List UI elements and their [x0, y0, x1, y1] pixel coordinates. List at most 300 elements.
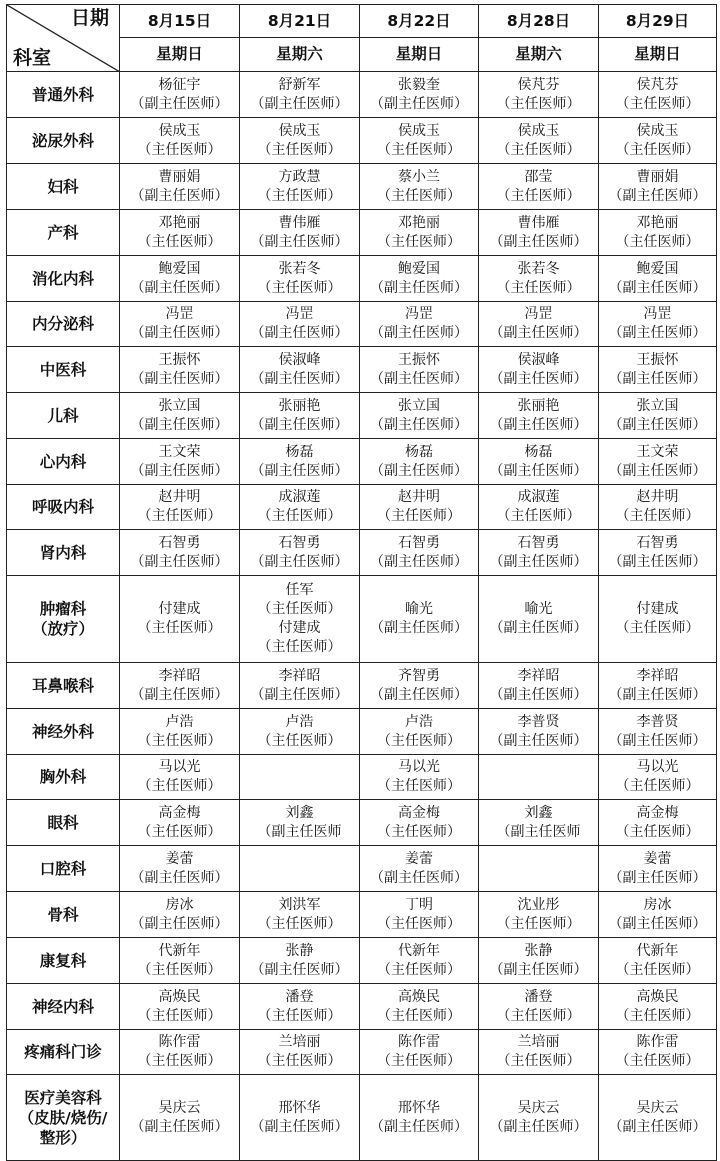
duty-cell	[479, 347, 599, 393]
duty-cell	[479, 846, 599, 892]
duty-cell	[240, 1075, 360, 1161]
duty-cell	[120, 938, 240, 984]
duty-cell	[479, 530, 599, 576]
department-name: 眼科	[47, 813, 79, 832]
doctor-title: （主任医师）	[257, 639, 342, 655]
doctor-name: 陈作雷	[158, 1034, 201, 1050]
doctor-title: （主任医师）	[377, 1007, 461, 1024]
doctor-title: （副主任医师）	[370, 325, 468, 341]
duty-cell	[120, 164, 240, 210]
doctor-name: 侯芃芬	[517, 76, 560, 93]
doctor-name: 吴庆云	[158, 1099, 201, 1116]
department-name: （皮肤/烧伤/	[18, 1108, 108, 1127]
duty-cell	[360, 72, 479, 118]
doctor-title: （主任医师）	[137, 1007, 222, 1024]
doctor-title: （副主任医师）	[489, 233, 588, 250]
duty-cell	[240, 393, 360, 439]
duty-cell	[599, 347, 717, 393]
duty-cell	[360, 663, 479, 709]
doctor-name: 高焕民	[158, 988, 201, 1005]
department-cell	[7, 755, 120, 800]
doctor-name: 赵井明	[158, 489, 201, 505]
doctor-name: 吴庆云	[517, 1099, 560, 1116]
duty-cell	[240, 984, 360, 1030]
duty-cell	[240, 72, 360, 118]
doctor-name: 高金梅	[398, 804, 440, 821]
table-row	[7, 530, 717, 576]
table-row	[7, 846, 717, 892]
duty-cell	[599, 164, 717, 210]
doctor-title: （副主任医师）	[130, 279, 229, 296]
doctor-title: （主任医师）	[137, 961, 222, 978]
doctor-name: 舒新军	[278, 76, 321, 93]
doctor-name: 任军	[285, 582, 314, 598]
duty-cell	[360, 302, 479, 347]
doctor-name: 鲍爱国	[398, 260, 440, 277]
doctor-name: 鲍爱国	[636, 260, 679, 277]
duty-cell	[240, 1030, 360, 1075]
doctor-title: （副主任医师）	[489, 1118, 588, 1135]
duty-cell	[479, 393, 599, 439]
duty-cell	[120, 347, 240, 393]
schedule-table-wrapper	[6, 4, 717, 1161]
doctor-title: （主任医师）	[615, 961, 700, 978]
department-name: 骨科	[47, 905, 79, 924]
department-name: 肾内科	[39, 543, 87, 562]
table-row	[7, 1030, 717, 1075]
duty-cell	[240, 846, 360, 892]
doctor-title: （副主任医师）	[489, 370, 588, 387]
doctor-name: 李祥昭	[517, 667, 560, 684]
duty-cell	[120, 1075, 240, 1161]
doctor-title: （副主任医师）	[608, 1118, 707, 1135]
doctor-name: 付建成	[636, 601, 679, 617]
doctor-title: （主任医师）	[615, 141, 700, 158]
doctor-name: 杨磊	[524, 443, 553, 460]
doctor-title: （副主任医师）	[608, 416, 707, 433]
duty-cell	[360, 846, 479, 892]
doctor-title: （副主任医师）	[130, 416, 229, 433]
doctor-name: 冯罡	[524, 306, 553, 322]
doctor-title: （主任医师）	[377, 233, 461, 250]
doctor-title: （副主任医师）	[130, 1118, 229, 1135]
doctor-title: （副主任医师）	[250, 1118, 349, 1135]
doctor-title: （副主任医师）	[489, 732, 588, 749]
doctor-name: 张毅奎	[398, 76, 440, 93]
table-row	[7, 485, 717, 530]
doctor-title: （副主任医师）	[370, 416, 468, 433]
doctor-title: （副主任医师）	[130, 462, 229, 479]
column-weekday: 星期六	[240, 38, 360, 72]
duty-cell	[240, 800, 360, 846]
doctor-title: （副主任医师）	[489, 325, 588, 341]
duty-cell	[360, 1075, 479, 1161]
doctor-name: 冯罡	[285, 306, 314, 322]
doctor-name: 高金梅	[158, 804, 201, 821]
doctor-name: 王振怀	[398, 351, 440, 368]
doctor-name: 侯芃芬	[636, 76, 679, 93]
department-cell	[7, 800, 120, 846]
duty-cell	[120, 256, 240, 302]
doctor-name: 李普贤	[517, 713, 560, 730]
doctor-title: （主任医师）	[615, 778, 700, 794]
doctor-title: （主任医师）	[615, 823, 700, 840]
doctor-name: 赵井明	[636, 489, 679, 505]
doctor-name: 付建成	[158, 601, 201, 617]
doctor-name: 张立国	[636, 397, 679, 414]
doctor-name: 张立国	[398, 397, 440, 414]
doctor-name: 张立国	[158, 397, 201, 414]
department-cell	[7, 938, 120, 984]
duty-cell	[360, 755, 479, 800]
doctor-name: 侯成玉	[636, 122, 679, 139]
duty-cell	[240, 164, 360, 210]
duty-cell	[599, 800, 717, 846]
corner-date-label: 日期	[70, 7, 109, 29]
doctor-title: （副主任医师）	[130, 553, 229, 570]
doctor-name: 张丽艳	[517, 397, 560, 414]
doctor-title: （副主任医师）	[608, 686, 707, 703]
department-cell	[7, 1075, 120, 1161]
doctor-name: 石智勇	[398, 534, 440, 551]
duty-cell	[240, 439, 360, 485]
department-name: 妇科	[47, 177, 79, 196]
doctor-name: 房冰	[165, 896, 194, 913]
duty-schedule-table	[6, 4, 717, 1161]
doctor-title: （副主任医师）	[489, 553, 588, 570]
duty-cell	[360, 256, 479, 302]
department-cell	[7, 72, 120, 118]
doctor-name: 曹伟雁	[517, 214, 560, 231]
duty-cell	[599, 256, 717, 302]
table-row	[7, 439, 717, 485]
doctor-name: 张静	[524, 942, 553, 959]
table-row	[7, 938, 717, 984]
doctor-title: （主任医师）	[615, 620, 700, 636]
doctor-title: （主任医师）	[377, 823, 461, 840]
duty-cell	[479, 800, 599, 846]
doctor-title: （副主任医师）	[489, 961, 588, 978]
duty-cell	[240, 118, 360, 164]
duty-cell	[360, 210, 479, 256]
department-name: 中医科	[39, 360, 87, 379]
doctor-title: （副主任医师）	[130, 915, 229, 932]
duty-cell	[599, 892, 717, 938]
doctor-title: （副主任医师）	[608, 553, 707, 570]
department-name: 康复科	[39, 951, 87, 970]
duty-cell	[240, 576, 360, 663]
doctor-name: 代新年	[398, 942, 440, 959]
duty-cell	[120, 576, 240, 663]
doctor-title: （副主任医师）	[489, 416, 588, 433]
table-row	[7, 892, 717, 938]
doctor-title: （主任医师）	[377, 1053, 461, 1069]
duty-cell	[120, 302, 240, 347]
doctor-name: 付建成	[278, 620, 321, 636]
doctor-name: 马以光	[636, 759, 679, 775]
header-date-row	[7, 5, 717, 38]
duty-cell	[479, 302, 599, 347]
duty-cell	[240, 755, 360, 800]
duty-cell	[120, 892, 240, 938]
doctor-name: 张若冬	[278, 260, 321, 277]
table-row	[7, 663, 717, 709]
department-cell	[7, 256, 120, 302]
duty-cell	[360, 576, 479, 663]
doctor-name: 代新年	[158, 942, 201, 959]
table-row	[7, 118, 717, 164]
duty-cell	[240, 347, 360, 393]
doctor-name: 潘登	[285, 988, 314, 1005]
doctor-name: 冯罡	[643, 306, 672, 322]
doctor-title: （副主任医师）	[250, 370, 349, 387]
doctor-name: 侯成玉	[517, 122, 560, 139]
doctor-title: （副主任医师）	[130, 95, 229, 112]
department-name: 肿瘤科	[39, 600, 87, 618]
duty-cell	[360, 938, 479, 984]
department-name: （放疗）	[31, 620, 94, 638]
column-date: 8月22日	[360, 5, 479, 38]
doctor-title: （主任医师）	[257, 915, 342, 932]
doctor-title: （主任医师）	[137, 141, 222, 158]
corner-dept-label: 科室	[13, 47, 52, 69]
doctor-title: （副主任医师）	[250, 95, 349, 112]
department-cell	[7, 576, 120, 663]
duty-cell	[360, 347, 479, 393]
doctor-title: （主任医师）	[257, 732, 342, 749]
doctor-title: （副主任医师）	[608, 279, 707, 296]
duty-cell	[360, 984, 479, 1030]
doctor-name: 潘登	[524, 988, 553, 1005]
duty-cell	[360, 800, 479, 846]
doctor-title: （副主任医师）	[608, 869, 707, 886]
department-cell	[7, 892, 120, 938]
duty-cell	[120, 984, 240, 1030]
doctor-title: （副主任医师）	[608, 370, 707, 387]
doctor-title: （主任医师）	[257, 141, 342, 158]
doctor-name: 马以光	[398, 759, 440, 775]
duty-cell	[360, 1030, 479, 1075]
doctor-name: 侯成玉	[278, 122, 321, 139]
doctor-name: 侯淑峰	[278, 351, 321, 368]
duty-cell	[240, 938, 360, 984]
doctor-name: 冯罡	[405, 306, 433, 322]
duty-cell	[240, 210, 360, 256]
doctor-name: 姜蕾	[405, 850, 433, 867]
doctor-title: （主任医师）	[377, 961, 461, 978]
duty-cell	[120, 530, 240, 576]
duty-cell	[479, 1030, 599, 1075]
doctor-name: 邵莹	[524, 168, 553, 185]
duty-cell	[479, 164, 599, 210]
corner-header-cell	[7, 5, 120, 72]
doctor-title: （副主任医师）	[370, 1118, 468, 1135]
department-cell	[7, 709, 120, 755]
department-name: 口腔科	[39, 859, 87, 878]
duty-cell	[479, 892, 599, 938]
doctor-title: （主任医师）	[137, 233, 222, 250]
table-row	[7, 984, 717, 1030]
doctor-name: 刘鑫	[524, 804, 553, 821]
doctor-name: 曹丽娟	[158, 168, 201, 185]
doctor-name: 鲍爱国	[158, 260, 201, 277]
doctor-name: 陈作雷	[398, 1034, 440, 1050]
doctor-name: 房冰	[643, 896, 672, 913]
doctor-title: （主任医师）	[257, 508, 342, 524]
duty-cell	[479, 210, 599, 256]
doctor-name: 王振怀	[636, 351, 679, 368]
duty-cell	[599, 439, 717, 485]
doctor-title: （副主任医师）	[130, 686, 229, 703]
doctor-title: （副主任医师）	[489, 462, 588, 479]
table-row	[7, 302, 717, 347]
duty-cell	[599, 72, 717, 118]
doctor-title: （副主任医师）	[250, 462, 349, 479]
duty-cell	[360, 164, 479, 210]
doctor-title: （主任医师）	[377, 778, 461, 794]
schedule-body	[7, 72, 717, 1161]
table-row	[7, 755, 717, 800]
duty-cell	[599, 846, 717, 892]
duty-cell	[120, 485, 240, 530]
department-name: 神经外科	[31, 722, 94, 741]
department-cell	[7, 210, 120, 256]
doctor-title: （副主任医师）	[608, 462, 707, 479]
doctor-title: （主任医师）	[496, 508, 581, 524]
doctor-name: 沈业彤	[517, 896, 560, 913]
table-row	[7, 1075, 717, 1161]
column-date: 8月15日	[120, 5, 240, 38]
doctor-name: 刘洪军	[278, 896, 321, 913]
doctor-title: （主任医师）	[257, 1053, 342, 1069]
department-name: 胸外科	[39, 768, 87, 786]
duty-cell	[599, 485, 717, 530]
duty-cell	[120, 755, 240, 800]
doctor-title: （主任医师）	[257, 279, 342, 296]
doctor-name: 陈作雷	[636, 1034, 679, 1050]
doctor-title: （主任医师）	[377, 732, 461, 749]
doctor-name: 姜蕾	[643, 850, 672, 867]
department-cell	[7, 984, 120, 1030]
doctor-name: 刘鑫	[285, 804, 314, 821]
doctor-title: （主任医师）	[137, 620, 222, 636]
doctor-title: （副主任医师）	[370, 370, 468, 387]
column-weekday: 星期日	[360, 38, 479, 72]
doctor-title: （主任医师）	[496, 95, 581, 112]
duty-cell	[599, 210, 717, 256]
duty-cell	[360, 530, 479, 576]
doctor-name: 兰培丽	[278, 1034, 321, 1050]
doctor-name: 侯淑峰	[517, 351, 560, 368]
department-name: 心内科	[39, 452, 87, 471]
doctor-title: （副主任医师）	[250, 553, 349, 570]
department-name: 产科	[47, 223, 79, 242]
doctor-title: （主任医师）	[496, 141, 581, 158]
doctor-name: 邓艳丽	[398, 214, 440, 231]
duty-cell	[120, 846, 240, 892]
doctor-title: （主任医师）	[615, 508, 700, 524]
duty-cell	[360, 892, 479, 938]
duty-cell	[479, 439, 599, 485]
doctor-name: 吴庆云	[636, 1099, 679, 1116]
doctor-name: 蔡小兰	[398, 168, 440, 185]
doctor-name: 卢浩	[405, 713, 433, 730]
duty-cell	[599, 576, 717, 663]
doctor-title: （主任医师）	[496, 279, 581, 296]
doctor-title: （主任医师）	[377, 187, 461, 204]
doctor-title: （副主任医师）	[130, 869, 229, 886]
duty-cell	[599, 1075, 717, 1161]
doctor-name: 马以光	[158, 759, 201, 775]
doctor-name: 杨征宇	[158, 76, 201, 93]
doctor-title: （主任医师）	[377, 141, 461, 158]
duty-cell	[479, 576, 599, 663]
department-name: 内分泌科	[31, 315, 94, 333]
doctor-title: （副主任医师）	[370, 553, 468, 570]
table-row	[7, 210, 717, 256]
department-name: 神经内科	[31, 997, 94, 1016]
doctor-name: 李祥昭	[278, 667, 321, 684]
department-cell	[7, 302, 120, 347]
duty-cell	[479, 663, 599, 709]
duty-cell	[479, 938, 599, 984]
table-row	[7, 164, 717, 210]
doctor-name: 兰培丽	[517, 1034, 560, 1050]
duty-cell	[120, 393, 240, 439]
doctor-name: 侯成玉	[158, 122, 201, 139]
doctor-name: 方政慧	[278, 168, 321, 185]
doctor-title: （副主任医师）	[370, 279, 468, 296]
doctor-name: 齐智勇	[398, 667, 440, 684]
duty-cell	[240, 485, 360, 530]
duty-cell	[599, 118, 717, 164]
duty-cell	[599, 1030, 717, 1075]
duty-cell	[240, 530, 360, 576]
duty-cell	[479, 485, 599, 530]
doctor-title: （副主任医师）	[608, 915, 707, 932]
doctor-name: 代新年	[636, 942, 679, 959]
doctor-name: 石智勇	[636, 534, 679, 551]
column-date: 8月21日	[240, 5, 360, 38]
duty-cell	[120, 72, 240, 118]
duty-cell	[599, 938, 717, 984]
doctor-name: 邢怀华	[398, 1099, 440, 1116]
duty-cell	[479, 709, 599, 755]
department-cell	[7, 347, 120, 393]
doctor-name: 石智勇	[278, 534, 321, 551]
doctor-title: （副主任医师）	[250, 325, 349, 341]
doctor-name: 喻光	[524, 601, 553, 617]
column-weekday: 星期六	[479, 38, 599, 72]
doctor-name: 曹伟雁	[278, 214, 321, 231]
doctor-title: （主任医师）	[137, 823, 222, 840]
doctor-name: 高金梅	[636, 804, 679, 821]
department-name: 普通外科	[31, 85, 94, 104]
doctor-name: 杨磊	[285, 443, 314, 460]
duty-cell	[360, 118, 479, 164]
duty-cell	[599, 663, 717, 709]
doctor-name: 邢怀华	[278, 1099, 321, 1116]
table-row	[7, 393, 717, 439]
doctor-name: 王振怀	[158, 351, 201, 368]
table-row	[7, 709, 717, 755]
doctor-name: 卢浩	[165, 713, 194, 730]
department-cell	[7, 1030, 120, 1075]
duty-cell	[120, 709, 240, 755]
column-date: 8月28日	[479, 5, 599, 38]
doctor-name: 高焕民	[636, 988, 679, 1005]
doctor-title: （副主任医师）	[608, 187, 707, 204]
